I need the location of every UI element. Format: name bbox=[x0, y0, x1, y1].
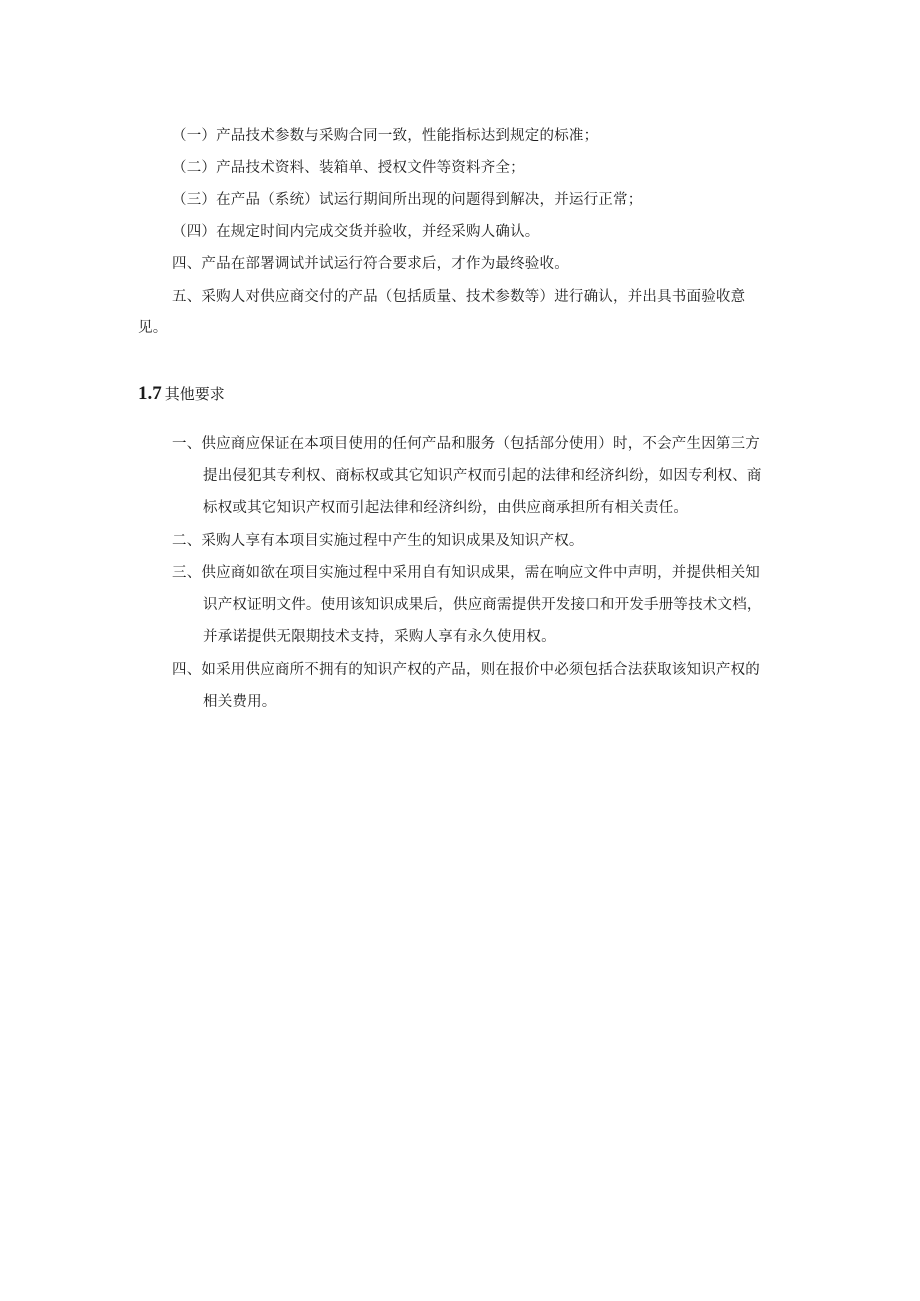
requirement-1-line-2: 提出侵犯其专利权、商标权或其它知识产权而引起的法律和经济纠纷，如因专利权、商 bbox=[203, 468, 762, 484]
section-number: 1.7 bbox=[138, 383, 162, 404]
requirement-4-line-1: 四、如采用供应商所不拥有的知识产权的产品，则在报价中必须包括合法获取该知识产权的 bbox=[172, 662, 760, 678]
acceptance-item-4: （四）在规定时间内完成交货并验收，并经采购人确认。 bbox=[172, 224, 540, 240]
section-heading bbox=[138, 383, 225, 405]
acceptance-clause-5: 五、采购人对供应商交付的产品（包括质量、技术参数等）进行确认，并出具书面验收意 bbox=[172, 289, 746, 305]
requirement-3-line-1: 三、供应商如欲在项目实施过程中采用自有知识成果，需在响应文件中声明，并提供相关知 bbox=[172, 565, 760, 581]
acceptance-item-1: （一）产品技术参数与采购合同一致，性能指标达到规定的标准； bbox=[172, 128, 599, 144]
requirement-2-line-1: 二、采购人享有本项目实施过程中产生的知识成果及知识产权。 bbox=[172, 533, 584, 549]
requirement-1-line-1: 一、供应商应保证在本项目使用的任何产品和服务（包括部分使用）时，不会产生因第三方 bbox=[172, 436, 760, 452]
acceptance-clause-5-continued: 见。 bbox=[138, 320, 168, 336]
acceptance-item-3: （三）在产品（系统）试运行期间所出现的问题得到解决，并运行正常； bbox=[172, 192, 643, 208]
requirement-3-line-3: 并承诺提供无限期技术支持，采购人享有永久使用权。 bbox=[203, 629, 556, 645]
acceptance-item-2: （二）产品技术资料、装箱单、授权文件等资料齐全； bbox=[172, 160, 525, 176]
requirement-3-line-2: 识产权证明文件。使用该知识成果后，供应商需提供开发接口和开发手册等技术文档， bbox=[203, 597, 762, 613]
section-title: 其他要求 bbox=[164, 385, 225, 403]
requirement-4-line-2: 相关费用。 bbox=[203, 694, 277, 710]
acceptance-clause-4: 四、产品在部署调试并试运行符合要求后，才作为最终验收。 bbox=[172, 256, 569, 272]
requirement-1-line-3: 标权或其它知识产权而引起法律和经济纠纷，由供应商承担所有相关责任。 bbox=[203, 500, 689, 516]
